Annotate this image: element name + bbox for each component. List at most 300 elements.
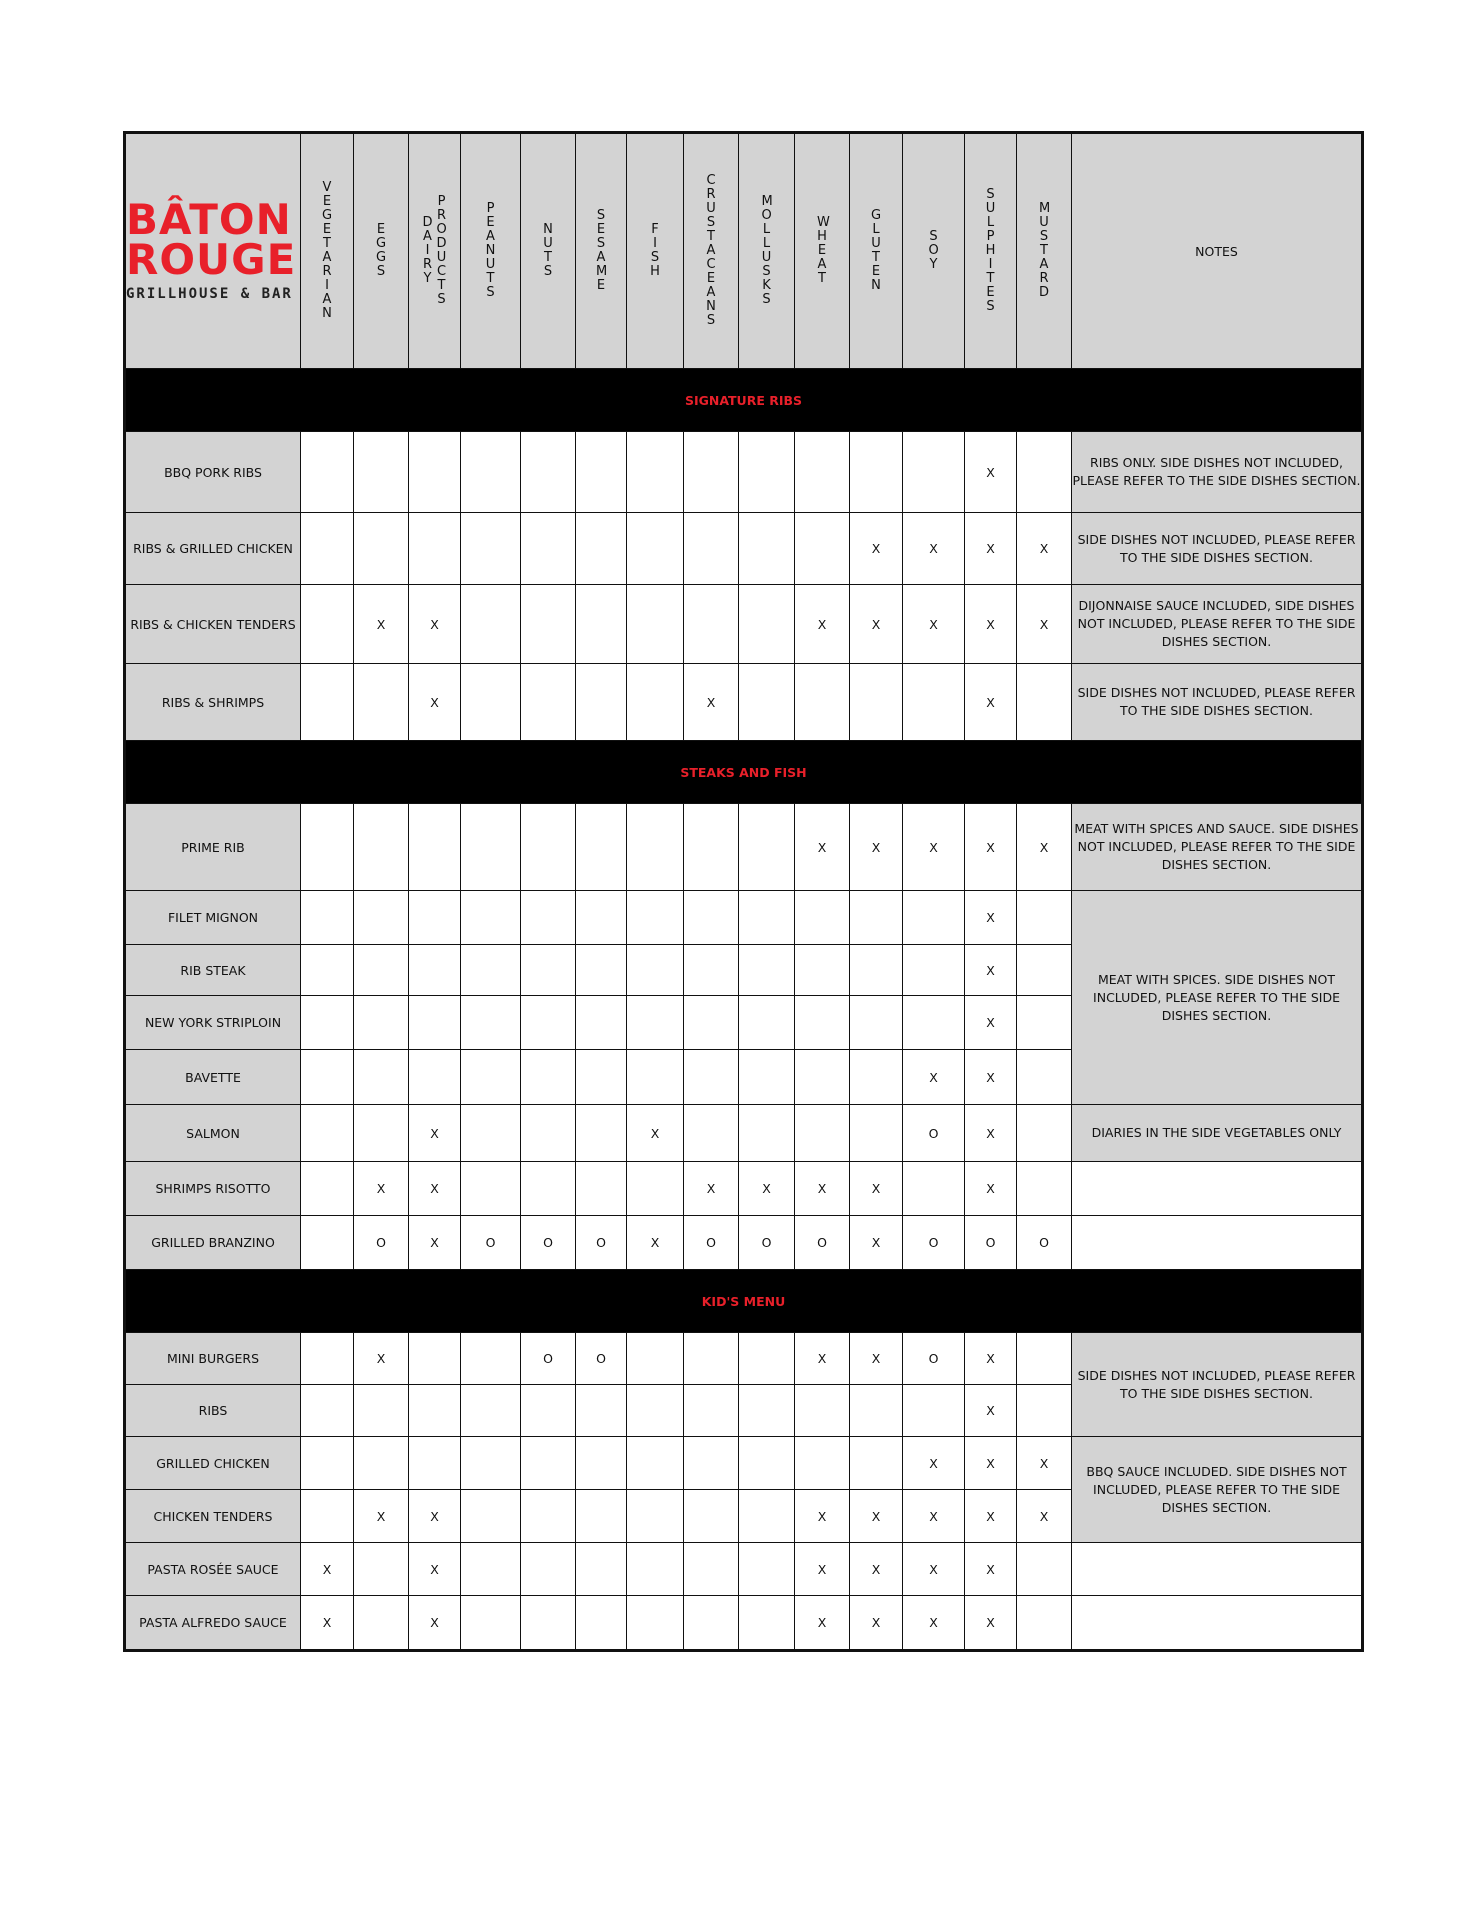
allergen-mark: X <box>354 585 409 664</box>
allergen-mark: X <box>684 664 739 741</box>
allergen-mark: X <box>965 945 1017 996</box>
allergen-mark <box>739 1050 795 1105</box>
allergen-mark: X <box>965 1162 1017 1216</box>
allergen-mark: X <box>903 1543 965 1596</box>
allergen-mark: X <box>965 1437 1017 1490</box>
allergen-mark: X <box>965 513 1017 585</box>
dish-name: SALMON <box>125 1105 301 1162</box>
allergen-mark <box>627 1162 684 1216</box>
allergen-mark: X <box>354 1162 409 1216</box>
allergen-mark <box>461 513 521 585</box>
allergen-mark: O <box>965 1216 1017 1270</box>
allergen-mark <box>354 945 409 996</box>
allergen-mark <box>1017 1050 1072 1105</box>
allergen-mark: X <box>795 585 850 664</box>
col-fish: FISH <box>627 133 684 369</box>
allergen-mark <box>461 1385 521 1437</box>
allergen-mark <box>461 585 521 664</box>
logo-line-2: ROUGE <box>126 235 297 284</box>
allergen-mark <box>354 1437 409 1490</box>
allergen-mark: X <box>301 1543 354 1596</box>
dish-name: MINI BURGERS <box>125 1333 301 1385</box>
allergen-mark: X <box>903 513 965 585</box>
allergen-mark <box>301 1050 354 1105</box>
table-row <box>125 891 1363 945</box>
dish-name: BBQ PORK RIBS <box>125 432 301 513</box>
allergen-mark <box>576 1437 627 1490</box>
allergen-mark <box>521 1050 576 1105</box>
allergen-mark <box>739 804 795 891</box>
allergen-mark <box>684 1105 739 1162</box>
allergen-mark <box>795 891 850 945</box>
allergen-mark <box>1017 1333 1072 1385</box>
allergen-mark <box>576 1490 627 1543</box>
allergen-mark: X <box>627 1105 684 1162</box>
allergen-mark <box>627 1543 684 1596</box>
allergen-mark <box>795 1105 850 1162</box>
allergen-mark <box>461 891 521 945</box>
allergen-mark <box>684 1050 739 1105</box>
dish-name: SHRIMPS RISOTTO <box>125 1162 301 1216</box>
allergen-mark <box>739 1437 795 1490</box>
allergen-mark: X <box>850 1490 903 1543</box>
row-note: RIBS ONLY. SIDE DISHES NOT INCLUDED, PLEASE REFER TO THE SIDE DISHES SECTION. <box>1072 432 1363 513</box>
allergen-mark <box>576 432 627 513</box>
allergen-mark: X <box>795 1596 850 1651</box>
allergen-mark <box>521 432 576 513</box>
allergen-mark <box>684 1437 739 1490</box>
allergen-mark <box>521 513 576 585</box>
allergen-mark: X <box>965 1596 1017 1651</box>
allergen-mark <box>795 664 850 741</box>
allergen-mark: X <box>965 996 1017 1050</box>
allergen-mark: X <box>903 1490 965 1543</box>
allergen-mark <box>903 432 965 513</box>
allergen-mark: X <box>1017 1437 1072 1490</box>
allergen-mark: O <box>521 1216 576 1270</box>
allergen-mark <box>576 664 627 741</box>
allergen-mark <box>301 664 354 741</box>
allergen-mark: X <box>965 891 1017 945</box>
allergen-mark <box>301 513 354 585</box>
dish-name: RIBS <box>125 1385 301 1437</box>
allergen-mark <box>354 996 409 1050</box>
allergen-mark <box>739 585 795 664</box>
allergen-mark <box>795 1050 850 1105</box>
table-row <box>125 1105 1363 1162</box>
allergen-mark: X <box>965 804 1017 891</box>
allergen-mark: X <box>409 1490 461 1543</box>
allergen-mark: O <box>903 1333 965 1385</box>
allergen-mark <box>354 891 409 945</box>
allergen-mark <box>301 1105 354 1162</box>
allergen-mark <box>461 1162 521 1216</box>
allergen-mark <box>521 996 576 1050</box>
allergen-mark: X <box>965 1050 1017 1105</box>
allergen-mark <box>301 891 354 945</box>
allergen-mark <box>301 1385 354 1437</box>
allergen-mark: X <box>354 1333 409 1385</box>
allergen-mark: X <box>795 804 850 891</box>
allergen-mark <box>409 891 461 945</box>
allergen-mark <box>684 996 739 1050</box>
allergen-mark <box>627 1596 684 1651</box>
row-note: DIJONNAISE SAUCE INCLUDED, SIDE DISHES NOT INCLUDED, PLEASE REFER TO THE SIDE DISHES SECTION. <box>1072 585 1363 664</box>
allergen-mark <box>301 1216 354 1270</box>
allergen-mark <box>795 1437 850 1490</box>
table-row <box>125 513 1363 585</box>
table-row <box>125 804 1363 891</box>
section-row <box>125 369 1363 432</box>
row-note: DIARIES IN THE SIDE VEGETABLES ONLY <box>1072 1105 1363 1162</box>
allergen-mark <box>627 432 684 513</box>
allergen-mark <box>576 1050 627 1105</box>
section-title: KID'S MENU <box>125 1270 1363 1333</box>
allergen-mark <box>739 945 795 996</box>
allergen-mark <box>850 1105 903 1162</box>
allergen-mark <box>850 891 903 945</box>
allergen-mark <box>795 1385 850 1437</box>
col-sesame: SESAME <box>576 133 627 369</box>
allergen-mark <box>576 804 627 891</box>
col-crustaceans: CRUSTACEANS <box>684 133 739 369</box>
allergen-mark <box>576 1385 627 1437</box>
allergen-mark <box>739 996 795 1050</box>
row-note: MEAT WITH SPICES AND SAUCE. SIDE DISHES NOT INCLUDED, PLEASE REFER TO THE SIDE DISHES SECTION. <box>1072 804 1363 891</box>
allergen-mark <box>1017 1162 1072 1216</box>
allergen-mark <box>461 1543 521 1596</box>
allergen-mark <box>1017 664 1072 741</box>
allergen-mark: X <box>627 1216 684 1270</box>
allergen-mark <box>739 1596 795 1651</box>
allergen-mark: O <box>903 1216 965 1270</box>
header-row <box>125 133 1363 369</box>
allergen-mark <box>521 1437 576 1490</box>
allergen-mark <box>354 1385 409 1437</box>
row-note <box>1072 1543 1363 1596</box>
row-note: SIDE DISHES NOT INCLUDED, PLEASE REFER TO THE SIDE DISHES SECTION. <box>1072 664 1363 741</box>
allergen-mark: X <box>850 1596 903 1651</box>
logo-tagline: GRILLHOUSE & BAR <box>126 286 293 302</box>
allergen-mark: X <box>965 1333 1017 1385</box>
allergen-mark <box>576 1105 627 1162</box>
row-note: MEAT WITH SPICES. SIDE DISHES NOT INCLUDED, PLEASE REFER TO THE SIDE DISHES SECTION. <box>1072 891 1363 1105</box>
allergen-mark: O <box>461 1216 521 1270</box>
table-row <box>125 1216 1363 1270</box>
allergen-mark: X <box>301 1596 354 1651</box>
allergen-mark <box>627 1437 684 1490</box>
allergen-mark <box>795 432 850 513</box>
allergen-mark <box>627 996 684 1050</box>
allergen-mark <box>795 945 850 996</box>
col-eggs: EGGS <box>354 133 409 369</box>
allergen-mark <box>301 996 354 1050</box>
allergen-mark <box>576 585 627 664</box>
allergen-mark <box>903 945 965 996</box>
allergen-mark <box>521 585 576 664</box>
col-mollusks: MOLLUSKS <box>739 133 795 369</box>
allergen-mark <box>461 1050 521 1105</box>
allergen-mark <box>461 1437 521 1490</box>
dish-name: PASTA ROSÉE SAUCE <box>125 1543 301 1596</box>
dish-name: FILET MIGNON <box>125 891 301 945</box>
allergen-mark <box>576 1543 627 1596</box>
allergen-mark <box>1017 432 1072 513</box>
allergen-mark: X <box>965 585 1017 664</box>
logo-line-1: BÂTON <box>126 195 292 244</box>
allergen-mark <box>354 1050 409 1105</box>
allergen-mark <box>627 513 684 585</box>
allergen-mark: X <box>354 1490 409 1543</box>
allergen-mark <box>627 891 684 945</box>
allergen-mark <box>684 432 739 513</box>
allergen-mark <box>409 1333 461 1385</box>
allergen-mark <box>301 585 354 664</box>
allergen-mark <box>795 996 850 1050</box>
allergen-mark <box>409 1437 461 1490</box>
allergen-mark: X <box>1017 1490 1072 1543</box>
allergen-mark: X <box>850 513 903 585</box>
allergen-mark <box>684 891 739 945</box>
allergen-mark <box>627 585 684 664</box>
allergen-mark: X <box>409 585 461 664</box>
allergen-mark <box>576 996 627 1050</box>
dish-name: RIB STEAK <box>125 945 301 996</box>
allergen-mark: X <box>965 664 1017 741</box>
allergen-mark <box>521 664 576 741</box>
allergen-mark: X <box>795 1162 850 1216</box>
allergen-mark: O <box>903 1105 965 1162</box>
allergen-mark: X <box>850 804 903 891</box>
allergen-mark <box>739 1105 795 1162</box>
section-title: STEAKS AND FISH <box>125 741 1363 804</box>
section-row <box>125 741 1363 804</box>
dish-name: PASTA ALFREDO SAUCE <box>125 1596 301 1651</box>
allergen-mark: X <box>739 1162 795 1216</box>
allergen-mark <box>739 891 795 945</box>
row-note: SIDE DISHES NOT INCLUDED, PLEASE REFER TO THE SIDE DISHES SECTION. <box>1072 1333 1363 1437</box>
allergen-mark <box>576 513 627 585</box>
logo <box>125 133 301 369</box>
allergen-mark <box>684 1543 739 1596</box>
allergen-table <box>123 131 1364 1652</box>
table-row <box>125 432 1363 513</box>
col-dairy-products: DAIRYPRODUCTS <box>409 133 461 369</box>
dish-name: BAVETTE <box>125 1050 301 1105</box>
allergen-mark <box>576 1162 627 1216</box>
allergen-mark: O <box>521 1333 576 1385</box>
allergen-mark: X <box>684 1162 739 1216</box>
allergen-mark <box>739 1333 795 1385</box>
row-note <box>1072 1216 1363 1270</box>
allergen-mark <box>576 945 627 996</box>
allergen-mark <box>739 432 795 513</box>
allergen-mark <box>409 513 461 585</box>
allergen-mark: X <box>965 1385 1017 1437</box>
allergen-mark: O <box>576 1333 627 1385</box>
allergen-mark: X <box>409 1162 461 1216</box>
allergen-mark: X <box>850 1543 903 1596</box>
row-note <box>1072 1162 1363 1216</box>
allergen-mark <box>301 945 354 996</box>
allergen-mark <box>521 1385 576 1437</box>
allergen-mark: O <box>795 1216 850 1270</box>
allergen-mark <box>461 996 521 1050</box>
allergen-mark <box>461 1490 521 1543</box>
allergen-mark <box>903 1162 965 1216</box>
dish-name: RIBS & CHICKEN TENDERS <box>125 585 301 664</box>
allergen-mark <box>684 585 739 664</box>
allergen-mark <box>521 1490 576 1543</box>
allergen-mark <box>739 1490 795 1543</box>
dish-name: NEW YORK STRIPLOIN <box>125 996 301 1050</box>
table-row <box>125 585 1363 664</box>
allergen-mark <box>461 945 521 996</box>
allergen-mark <box>354 1105 409 1162</box>
allergen-mark <box>850 664 903 741</box>
allergen-mark <box>409 945 461 996</box>
allergen-mark <box>521 1543 576 1596</box>
allergen-mark: X <box>1017 513 1072 585</box>
allergen-mark: O <box>739 1216 795 1270</box>
allergen-mark <box>903 891 965 945</box>
allergen-mark <box>461 432 521 513</box>
allergen-mark: X <box>850 1333 903 1385</box>
col-wheat: WHEAT <box>795 133 850 369</box>
col-nuts: NUTS <box>521 133 576 369</box>
dish-name: RIBS & GRILLED CHICKEN <box>125 513 301 585</box>
allergen-mark <box>627 1490 684 1543</box>
allergen-mark <box>739 664 795 741</box>
table-row <box>125 1543 1363 1596</box>
table-row <box>125 1437 1363 1490</box>
allergen-mark: X <box>903 585 965 664</box>
allergen-mark <box>301 804 354 891</box>
allergen-mark <box>850 945 903 996</box>
allergen-mark <box>684 1596 739 1651</box>
allergen-mark <box>521 1162 576 1216</box>
allergen-mark: X <box>903 804 965 891</box>
allergen-mark: X <box>795 1333 850 1385</box>
table-row <box>125 1162 1363 1216</box>
allergen-mark <box>354 1543 409 1596</box>
allergen-mark <box>354 804 409 891</box>
col-soy: SOY <box>903 133 965 369</box>
col-sulphites: SULPHITES <box>965 133 1017 369</box>
dish-name: CHICKEN TENDERS <box>125 1490 301 1543</box>
allergen-mark <box>684 1385 739 1437</box>
table-row <box>125 1333 1363 1385</box>
allergen-mark <box>850 432 903 513</box>
allergen-mark <box>461 1596 521 1651</box>
allergen-mark <box>521 891 576 945</box>
allergen-mark <box>521 1105 576 1162</box>
col-gluten: GLUTEN <box>850 133 903 369</box>
allergen-mark <box>461 1105 521 1162</box>
allergen-mark: X <box>850 585 903 664</box>
allergen-mark <box>739 513 795 585</box>
allergen-mark: X <box>965 1105 1017 1162</box>
allergen-mark <box>301 1162 354 1216</box>
allergen-mark: X <box>903 1596 965 1651</box>
allergen-mark: X <box>965 1490 1017 1543</box>
allergen-mark: X <box>903 1437 965 1490</box>
row-note: BBQ SAUCE INCLUDED. SIDE DISHES NOT INCLUDED, PLEASE REFER TO THE SIDE DISHES SECTION. <box>1072 1437 1363 1543</box>
allergen-mark <box>301 432 354 513</box>
row-note: SIDE DISHES NOT INCLUDED, PLEASE REFER TO THE SIDE DISHES SECTION. <box>1072 513 1363 585</box>
allergen-mark <box>1017 996 1072 1050</box>
allergen-mark <box>521 804 576 891</box>
dish-name: RIBS & SHRIMPS <box>125 664 301 741</box>
allergen-mark <box>354 1596 409 1651</box>
allergen-mark <box>354 513 409 585</box>
col-mustard: MUSTARD <box>1017 133 1072 369</box>
allergen-mark: X <box>795 1543 850 1596</box>
allergen-mark <box>521 945 576 996</box>
allergen-mark <box>1017 1105 1072 1162</box>
allergen-mark: X <box>795 1490 850 1543</box>
allergen-mark <box>301 1333 354 1385</box>
dish-name: PRIME RIB <box>125 804 301 891</box>
dish-name: GRILLED CHICKEN <box>125 1437 301 1490</box>
allergen-mark <box>850 1385 903 1437</box>
allergen-mark <box>627 664 684 741</box>
allergen-mark <box>739 1543 795 1596</box>
allergen-mark <box>903 1385 965 1437</box>
allergen-mark: X <box>1017 585 1072 664</box>
allergen-mark <box>301 1490 354 1543</box>
col-vegetarian: VEGETARIAN <box>301 133 354 369</box>
allergen-mark <box>1017 891 1072 945</box>
allergen-mark <box>409 1050 461 1105</box>
table-row <box>125 1596 1363 1651</box>
allergen-mark <box>684 1333 739 1385</box>
allergen-mark <box>409 996 461 1050</box>
allergen-mark <box>684 945 739 996</box>
section-title: SIGNATURE RIBS <box>125 369 1363 432</box>
allergen-mark: X <box>409 1596 461 1651</box>
section-row <box>125 1270 1363 1333</box>
allergen-mark <box>521 1596 576 1651</box>
allergen-mark <box>1017 1543 1072 1596</box>
table-row <box>125 664 1363 741</box>
allergen-mark: O <box>576 1216 627 1270</box>
allergen-mark <box>684 513 739 585</box>
allergen-mark <box>739 1385 795 1437</box>
allergen-mark: X <box>409 1543 461 1596</box>
col-peanuts: PEANUTS <box>461 133 521 369</box>
allergen-mark <box>354 664 409 741</box>
allergen-mark <box>850 1050 903 1105</box>
dish-name: GRILLED BRANZINO <box>125 1216 301 1270</box>
allergen-mark <box>409 432 461 513</box>
allergen-mark <box>1017 1596 1072 1651</box>
allergen-mark: X <box>1017 804 1072 891</box>
allergen-mark <box>354 432 409 513</box>
allergen-mark: X <box>965 1543 1017 1596</box>
allergen-mark: O <box>354 1216 409 1270</box>
allergen-mark: O <box>684 1216 739 1270</box>
allergen-mark <box>684 1490 739 1543</box>
allergen-mark <box>795 513 850 585</box>
allergen-mark: X <box>965 432 1017 513</box>
allergen-mark: X <box>409 1216 461 1270</box>
row-note <box>1072 1596 1363 1651</box>
allergen-mark <box>576 891 627 945</box>
allergen-mark: X <box>850 1162 903 1216</box>
allergen-mark <box>627 945 684 996</box>
allergen-mark <box>461 1333 521 1385</box>
